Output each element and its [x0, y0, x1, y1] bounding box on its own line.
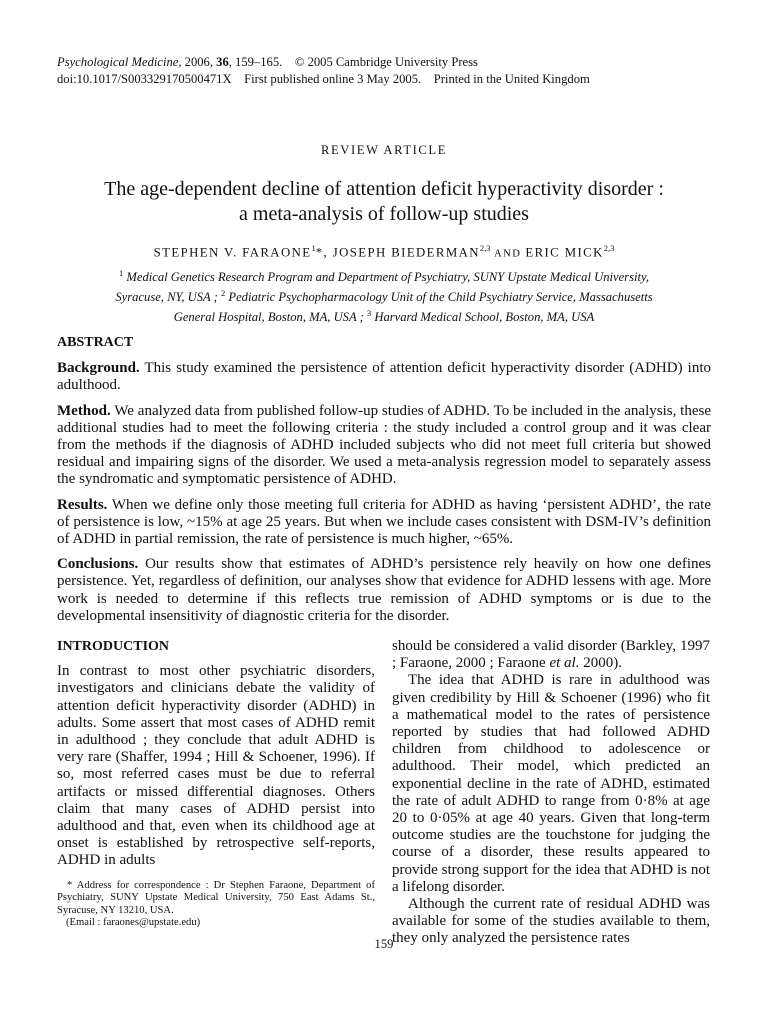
author-3-affil: 2,3: [603, 243, 615, 253]
first-published: First published online 3 May 2005.: [244, 72, 422, 86]
body-column-right: [392, 638, 710, 948]
journal-name: Psychological Medicine: [57, 55, 179, 69]
title-line-2: a meta-analysis of follow-up studies: [239, 203, 529, 225]
journal-volume: 36: [216, 55, 229, 69]
introduction-paragraph-1-continued: [392, 638, 710, 672]
journal-header: [57, 54, 590, 88]
conclusions-text: Our results show that estimates of ADHD’s persistence rely heavily on how one defines persistence. Yet, regardless of definition, our analyses show that evidence for ADHD lessens with age. More work is needed to determine if this reflects true remission of ADHD symptoms or is due to the developmental insensitivity of diagnostic criteria for the disorder.: [57, 556, 711, 624]
abstract-method: [57, 403, 711, 489]
affiliations: [64, 265, 704, 326]
results-text: When we define only those meeting full criteria for ADHD as having ‘persistent ADHD’, the rate of persistence is low, ~15% at age 25 years. But when we include cases consistent with DSM-IV’s definition of ADHD in partial remission, the rate of persistence is much higher, ~65%.: [57, 496, 711, 548]
journal-year: , 2006,: [178, 55, 217, 69]
journal-doi-line: [57, 71, 590, 88]
author-2: JOSEPH BIEDERMAN: [332, 245, 480, 260]
title-line-1: The age-dependent decline of attention deficit hyperactivity disorder :: [104, 178, 664, 200]
correspondence-footnote: [57, 880, 375, 930]
author-3: ERIC MICK: [525, 245, 604, 260]
abstract-background: [57, 360, 711, 394]
author-1-affil: 1: [311, 243, 316, 253]
article-type: REVIEW ARTICLE: [321, 143, 447, 157]
affiliation-line-3: [64, 305, 704, 325]
affiliation-line-1: [64, 265, 704, 285]
author-2-affil: 2,3: [479, 243, 491, 253]
affil-3-number: 3: [366, 308, 372, 319]
doi: doi:10.1017/S003329170500471X: [57, 72, 232, 86]
conclusions-label: Conclusions.: [57, 556, 139, 573]
printed-location: Printed in the United Kingdom: [433, 72, 590, 86]
results-label: Results.: [57, 496, 108, 513]
page-number: 159: [374, 937, 394, 951]
affiliation-1-city: Syracuse, NY, USA ;: [115, 290, 221, 305]
para1-cont-end: 2000).: [579, 655, 622, 672]
affiliation-1-text: Medical Genetics Research Program and Department of Psychiatry, SUNY Upstate Medical University,: [123, 270, 650, 285]
introduction-paragraph-2: The idea that ADHD is rare in adulthood was given credibility by Hill & Schoener (1996) who fit a mathematical model to the rates of persistence reported by studies that had followed ADHD children from childhood to adolescence or adulthood. Their model, which predicted an exponential decline in the rate of ADHD, estimated the rate of adult ADHD to range from 0·8% at age 20 to 0·05% at age 40 years. Given that long-term outcome studies are the touchstone for judging the course of a disorder, these results appeared to provide strong support for the idea that ADHD is not a lifelong disorder.: [392, 672, 710, 895]
footnote-email: (Email : faraones@upstate.edu): [66, 917, 201, 929]
abstract: [57, 334, 711, 633]
body-column-left: [57, 638, 375, 870]
article-title: [40, 177, 728, 227]
affiliation-3-text: Harvard Medical School, Boston, MA, USA: [371, 310, 595, 325]
method-text: We analyzed data from published follow-up studies of ADHD. To be included in the analysis, these additional studies had to meet the following criteria : the study included a control group and it was clear from the methods if the diagnosis of ADHD included subjects who did not meet full criteria but showed residual and impairing signs of the disorder. We used a meta-analysis regression model to separately assess the syndromatic and symptomatic persistence of ADHD.: [57, 402, 711, 488]
author-list: [0, 243, 768, 260]
para1-cont-etal: et al.: [549, 655, 580, 672]
affil-1-number: 1: [118, 268, 124, 278]
author-and: AND: [490, 248, 526, 260]
journal-copyright: © 2005 Cambridge University Press: [294, 55, 478, 69]
footnote-address: * Address for correspondence : Dr Stephen Faraone, Department of Psychiatry, SUNY Upstate Medical University, 750 East Adams St., Syracuse, NY 13210, USA.: [57, 880, 375, 916]
abstract-results: [57, 497, 711, 549]
introduction-paragraph-3: Although the current rate of residual ADHD was available for some of the studies available to them, they only analyzed the persistence rates: [392, 896, 710, 947]
background-label: Background.: [57, 360, 140, 377]
para1-cont-text: should be considered a valid disorder (Barkley, 1997 ; Faraone, 2000 ; Faraone: [392, 638, 710, 672]
journal-citation-line: [57, 54, 590, 71]
introduction-paragraph-1: In contrast to most other psychiatric disorders, investigators and clinicians debate the validity of attention deficit hyperactivity disorder (ADHD) in adults. Some assert that most cases of ADHD remit in adulthood ; they conclude that adult ADHD is very rare (Shaffer, 1994 ; Hill & Schoener, 1996). If so, most referred cases must be due to referral artifacts or missed differential diagnoses. Others claim that many cases of ADHD persist into adulthood and that, even when its childhood age at onset is established by retrospective self-reports, ADHD in adults: [57, 663, 375, 869]
author-1: STEPHEN V. FARAONE: [153, 245, 312, 260]
affiliation-2-city: General Hospital, Boston, MA, USA ;: [173, 310, 367, 325]
method-label: Method.: [57, 402, 111, 419]
affil-2-number: 2: [221, 288, 226, 299]
journal-pages: , 159–165.: [228, 55, 283, 69]
introduction-heading: INTRODUCTION: [57, 639, 170, 654]
abstract-heading: ABSTRACT: [57, 335, 134, 350]
background-text: This study examined the persistence of attention deficit hyperactivity disorder (ADHD) into adulthood.: [57, 360, 711, 394]
abstract-conclusions: [57, 556, 711, 625]
affiliation-2-text: Pediatric Psychopharmacology Unit of the Child Psychiatry Service, Massachusetts: [225, 290, 653, 305]
author-separator: ,: [323, 245, 333, 260]
affiliation-line-2: [64, 285, 704, 305]
corresponding-mark: *: [315, 245, 324, 260]
